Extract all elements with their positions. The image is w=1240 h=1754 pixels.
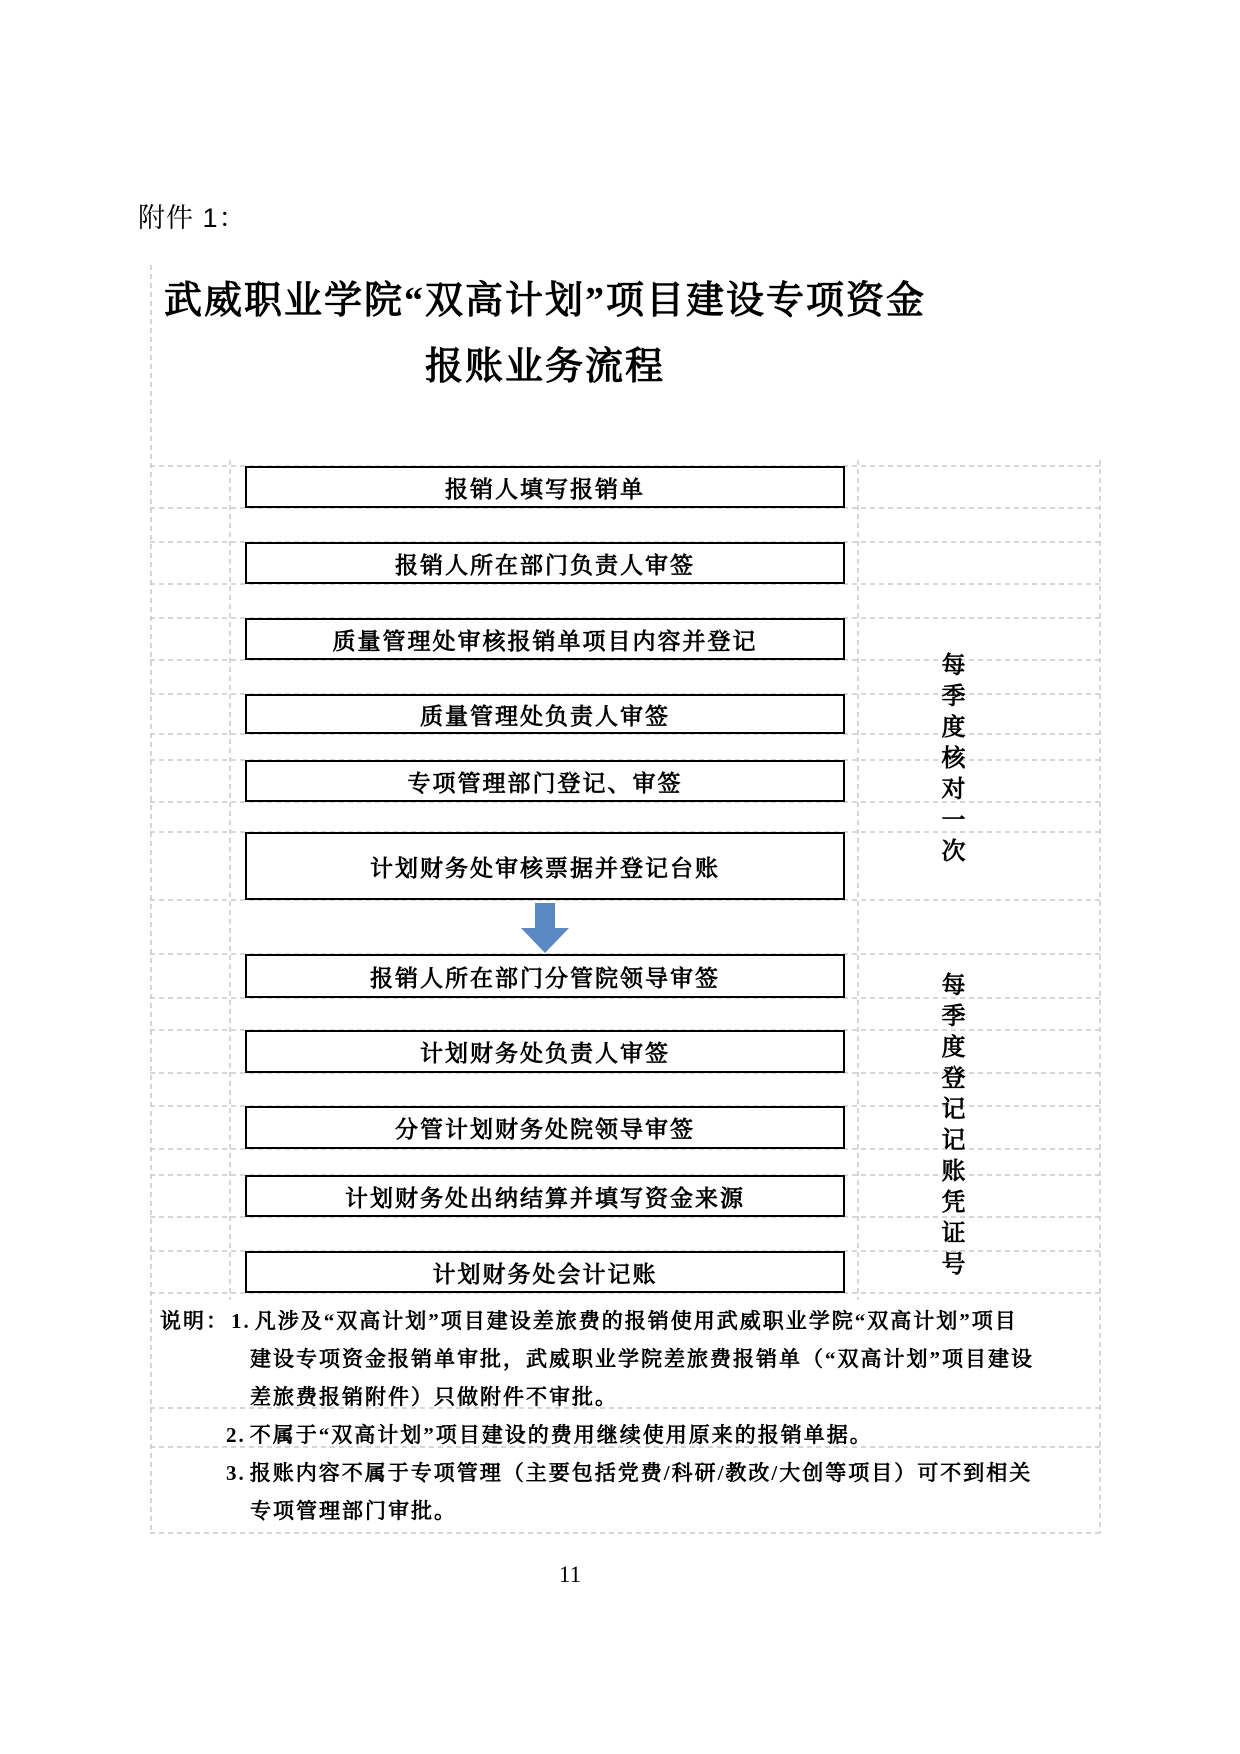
document-title [150,268,940,400]
attachment-label: 附件 1： [138,203,247,233]
note-2-number: 2. [226,1423,246,1447]
note-1-line-3 [160,1378,1120,1416]
note-1-text-cont2: 差旅费报销附件）只做附件不审批。 [250,1385,618,1409]
flow-step-3: 质量管理处审核报销单项目内容并登记 [245,618,845,660]
note-3-text: 报账内容不属于专项管理（主要包括党费/科研/教改/大创等项目）可不到相关 [249,1461,1033,1485]
flow-step-11: 计划财务处会计记账 [245,1251,845,1293]
flow-step-8: 计划财务处负责人审签 [245,1030,845,1073]
flow-step-9: 分管计划财务处院领导审签 [245,1106,845,1149]
notes-block [160,1302,1120,1530]
note-1-text: 凡涉及“双高计划”项目建设差旅费的报销使用武威职业学院“双高计划”项目 [254,1309,1018,1333]
note-1-line-1 [160,1302,1120,1340]
note-3-line-1 [160,1454,1120,1492]
note-1-text-cont: 建设专项资金报销单审批，武威职业学院差旅费报销单（“双高计划”项目建设 [250,1347,1034,1371]
note-1-line-2 [160,1340,1120,1378]
note-3-number: 3. [226,1461,246,1485]
document-title-line2: 报账业务流程 [424,346,665,388]
flow-step-1: 报销人填写报销单 [245,466,845,508]
note-2-line-1 [160,1416,1120,1454]
down-arrow-icon [521,903,569,953]
document-title-line1: 武威职业学院“双高计划”项目建设专项资金 [163,280,926,322]
flow-step-7: 报销人所在部门分管院领导审签 [245,954,845,998]
note-3-line-2 [160,1492,1120,1530]
flow-step-2: 报销人所在部门负责人审签 [245,542,845,584]
side-label-quarterly-voucher: 每季度登记记账凭证号 [937,972,964,1282]
flow-step-4: 质量管理处负责人审签 [245,694,845,734]
note-1-number: 1. [231,1309,251,1333]
flow-step-5: 专项管理部门登记、审签 [245,760,845,802]
down-arrow-head [521,928,569,953]
flow-step-10: 计划财务处出纳结算并填写资金来源 [245,1175,845,1217]
flow-step-6: 计划财务处审核票据并登记台账 [245,832,845,900]
note-3-text-cont: 专项管理部门审批。 [250,1499,457,1523]
side-label-quarterly-check: 每季度核对一次 [937,652,964,869]
page-number: 11 [558,1562,582,1587]
notes-label: 说明： [160,1309,229,1333]
down-arrow-shaft [535,903,555,928]
note-2-text: 不属于“双高计划”项目建设的费用继续使用原来的报销单据。 [249,1423,873,1447]
